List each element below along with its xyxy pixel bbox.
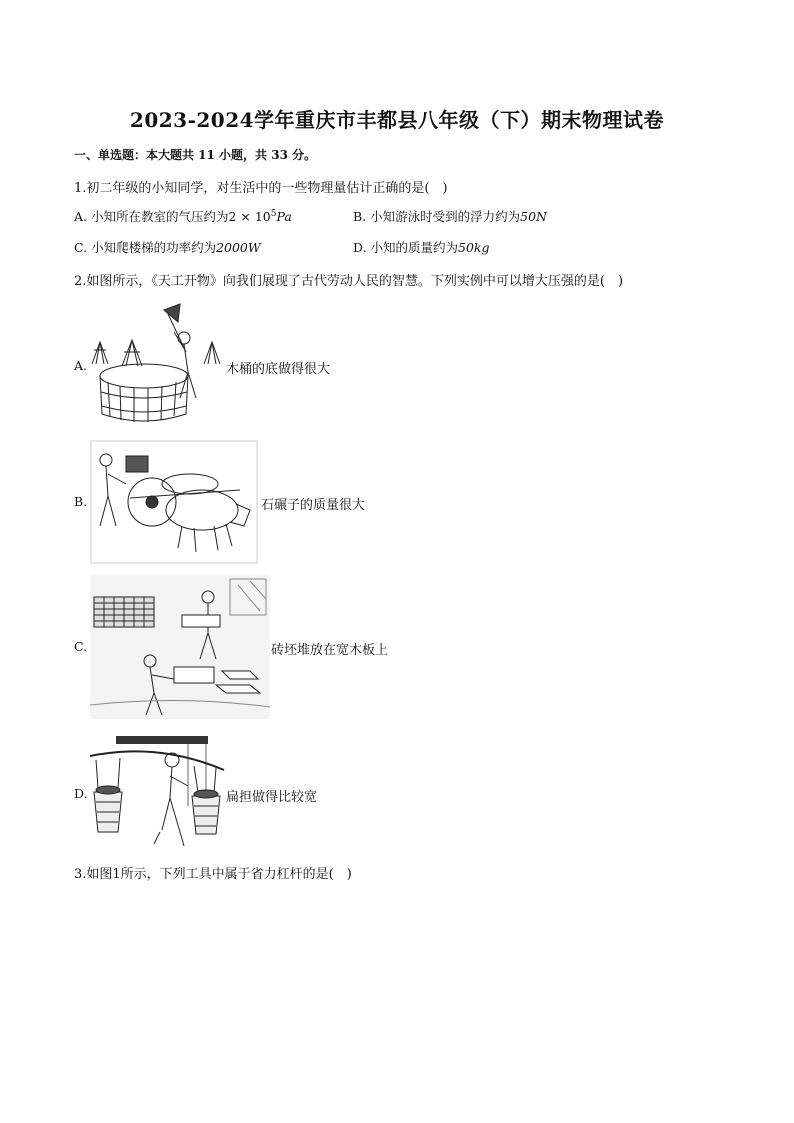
question-3-stem: 3.如图1所示，下列工具中属于省力杠杆的是( ) xyxy=(74,867,352,882)
question-2-stem: 2.如图所示，《天工开物》向我们展现了古代劳动人民的智慧。下列实例中可以增大压强的是( ) xyxy=(74,274,624,289)
q2-option-d-text: 扁担做得比较宽 xyxy=(226,790,318,805)
q2-option-a-letter: A. xyxy=(74,358,88,373)
q2-option-d-letter: D. xyxy=(74,786,88,801)
q2-option-c-text: 砖坯堆放在宽木板上 xyxy=(271,643,389,658)
q2-option-a-text: 木桶的底做得很大 xyxy=(226,362,331,377)
q1-option-a-exponent: 5 xyxy=(270,208,277,219)
q1-option-a-text: A. 小知所在教室的气压约为 xyxy=(74,209,229,224)
q1-option-d xyxy=(353,238,490,256)
q2-option-b-text: 石碾子的质量很大 xyxy=(261,498,366,513)
q1-option-a xyxy=(74,207,292,225)
q2-option-a-illustration xyxy=(88,302,228,428)
q2-option-b-letter: B. xyxy=(74,494,88,509)
q1-option-b-math: 50N xyxy=(520,209,547,224)
q1-option-a-unit: Pa xyxy=(276,209,292,224)
q2-option-d-illustration xyxy=(88,736,228,850)
q2-option-b-illustration xyxy=(90,440,258,564)
q1-option-b-text: B. 小知游泳时受到的浮力约为 xyxy=(353,209,521,224)
q2-option-c-letter: C. xyxy=(74,639,88,654)
q1-option-a-math: 2 × 10 xyxy=(228,209,271,224)
q1-option-c-text: C. 小知爬楼梯的功率约为 xyxy=(74,240,217,255)
page-title: 2023-2024学年重庆市丰都县八年级（下）期末物理试卷 xyxy=(129,108,665,132)
q1-option-b xyxy=(353,207,547,225)
section-heading: 一、单选题：本大题共 11 小题，共 33 分。 xyxy=(74,148,317,162)
q1-option-c-math: 2000W xyxy=(216,240,261,255)
q2-option-c-illustration xyxy=(90,575,270,719)
q1-option-d-text: D. 小知的质量约为 xyxy=(353,240,459,255)
q1-option-d-math: 50kg xyxy=(458,240,490,255)
question-1-stem: 1.初二年级的小知同学，对生活中的一些物理量估计正确的是( ) xyxy=(74,181,448,196)
q1-option-c xyxy=(74,238,261,256)
